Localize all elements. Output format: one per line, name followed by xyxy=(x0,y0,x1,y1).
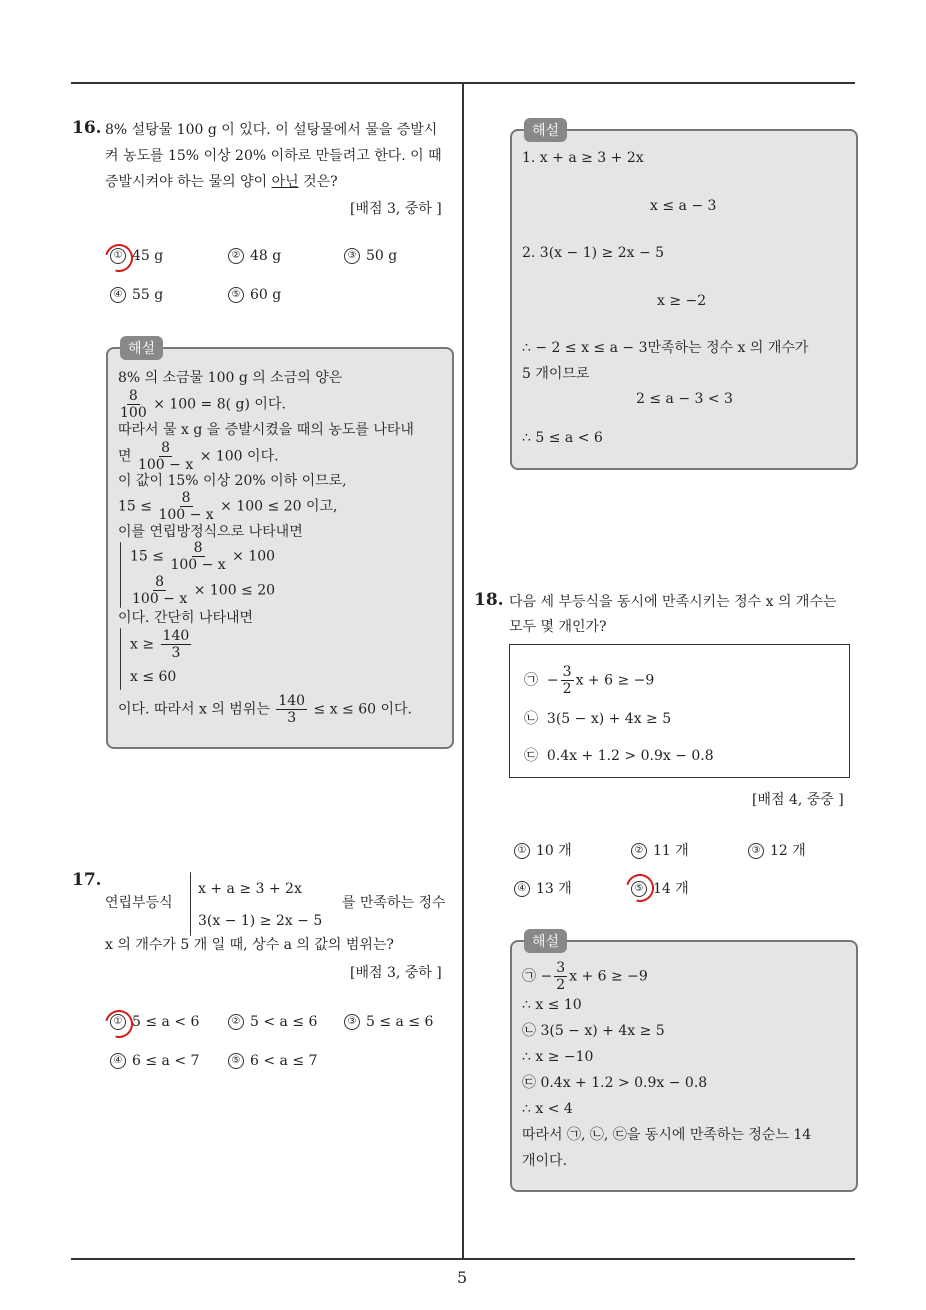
solution-line: 5 개이므로 xyxy=(522,366,590,382)
denominator: 3 xyxy=(171,645,181,661)
solution-text: × 100 ≤ 20 이고, xyxy=(220,498,338,515)
question-text: x 의 개수가 5 개 일 때, 상수 a 의 값의 범위는? xyxy=(105,937,394,953)
system-brace xyxy=(120,542,121,608)
denominator: 100 − x xyxy=(137,457,194,473)
condition-text: x + 6 ≥ −9 xyxy=(575,672,655,689)
question-text: 8% 설탕물 100 g 이 있다. 이 설탕물에서 물을 증발시 xyxy=(105,122,438,138)
solution-line: 따라서 ㉠, ㉡, ㉢을 동시에 만족하는 정순느 14 xyxy=(522,1127,812,1143)
denominator: 100 xyxy=(120,405,147,421)
choice-label: 48 g xyxy=(250,248,282,264)
solution-text: × 100 xyxy=(232,548,276,565)
solution-line: ∴ x ≤ 10 xyxy=(522,997,582,1013)
fraction xyxy=(138,440,193,473)
choice-label: 13 개 xyxy=(536,881,572,897)
score-label: [배점 3, 중하 ] xyxy=(350,201,442,217)
numerator: 8 xyxy=(128,388,138,404)
solution-line: 2 ≤ a − 3 < 3 xyxy=(636,391,733,407)
question-text-part: 것은? xyxy=(298,174,338,190)
system-brace xyxy=(120,628,121,690)
answer-check-mark xyxy=(100,1005,138,1043)
choice-4[interactable] xyxy=(110,1053,199,1069)
choice-2[interactable] xyxy=(228,1014,317,1030)
solution-line xyxy=(118,490,337,523)
condition-line xyxy=(524,664,654,697)
fraction xyxy=(158,490,213,523)
condition-line xyxy=(524,709,671,729)
choice-1[interactable] xyxy=(514,840,572,860)
choice-mark: ④ xyxy=(110,1053,126,1069)
solution-line: x ≤ 60 xyxy=(130,669,177,685)
solution-text: x ≥ xyxy=(130,636,155,653)
choice-mark: ② xyxy=(228,1014,244,1030)
numerator: 8 xyxy=(193,540,203,556)
choice-mark: ① xyxy=(110,248,126,264)
solution-text: 이다. 따라서 x 의 범위는 xyxy=(118,701,270,718)
question-text: 모두 몇 개인가? xyxy=(509,619,607,635)
solution-line: x ≤ a − 3 xyxy=(650,198,717,214)
solution-line: x ≥ −2 xyxy=(657,293,707,309)
fraction xyxy=(120,388,147,421)
numerator: 140 xyxy=(278,693,306,709)
choice-2[interactable] xyxy=(228,248,281,264)
numerator: 3 xyxy=(556,960,566,976)
system-line: x + a ≥ 3 + 2x xyxy=(198,881,302,897)
fraction xyxy=(161,628,192,661)
choice-4[interactable] xyxy=(514,878,572,898)
choice-mark: ① xyxy=(514,843,530,859)
solution-tab: 해설 xyxy=(120,336,163,360)
solution-text: 면 xyxy=(118,448,132,465)
numerator: 8 xyxy=(181,490,191,506)
solution-tab: 해설 xyxy=(524,929,567,953)
fraction xyxy=(561,664,574,697)
answer-check-mark xyxy=(100,239,138,277)
choice-label: 50 g xyxy=(366,248,398,264)
choice-mark: ② xyxy=(631,843,647,859)
question-text: 다음 세 부등식을 동시에 만족시키는 정수 x 의 개수는 xyxy=(509,594,837,610)
solution-text: × 100 ≤ 20 xyxy=(193,582,276,599)
solution-text: 15 ≤ xyxy=(118,498,152,515)
choice-3[interactable] xyxy=(748,840,806,860)
choice-label: 12 개 xyxy=(770,843,806,859)
condition-text: 3(5 − x) + 4x ≥ 5 xyxy=(546,711,672,727)
solution-line: ㉢ 0.4x + 1.2 > 0.9x − 0.8 xyxy=(522,1075,708,1091)
underlined-word: 아닌 xyxy=(271,174,299,190)
numerator: 8 xyxy=(161,440,171,456)
choice-label: 55 g xyxy=(132,287,164,303)
choice-4[interactable] xyxy=(110,287,163,303)
denominator: 100 − x xyxy=(158,507,214,523)
denominator: 2 xyxy=(562,681,572,697)
condition-mark: ㉢ xyxy=(524,748,538,764)
question-text xyxy=(105,172,338,192)
question-text: 연립부등식 xyxy=(105,895,173,911)
choice-mark: ⑤ xyxy=(631,881,647,897)
solution-line xyxy=(130,540,275,573)
solution-text: ≤ x ≤ 60 이다. xyxy=(313,701,412,718)
choice-label: 5 ≤ a ≤ 6 xyxy=(366,1014,434,1030)
question-text-part: 증발시켜야 하는 물의 양이 xyxy=(105,174,272,190)
question-number: 18. xyxy=(474,590,504,610)
bottom-rule xyxy=(71,1258,855,1260)
fraction xyxy=(170,540,225,573)
solution-tab: 해설 xyxy=(524,118,567,142)
choice-label: 6 < a ≤ 7 xyxy=(250,1053,318,1069)
numerator: 3 xyxy=(562,664,572,680)
solution-text: × 100 = 8( g) 이다. xyxy=(153,396,286,413)
condition-mark: ㉠ xyxy=(524,672,538,689)
choice-label: 5 < a ≤ 6 xyxy=(250,1014,318,1030)
solution-line xyxy=(522,960,648,993)
choice-3[interactable] xyxy=(344,1014,433,1030)
solution-line xyxy=(118,388,286,421)
solution-line xyxy=(118,440,279,473)
choice-5[interactable] xyxy=(228,287,281,303)
choice-label: 45 g xyxy=(132,248,164,264)
numerator: 140 xyxy=(162,628,190,644)
system-brace xyxy=(190,872,191,936)
choice-label: 14 개 xyxy=(653,881,689,897)
solution-line: ∴ 5 ≤ a < 6 xyxy=(522,430,603,446)
solution-line: ∴ x ≥ −10 xyxy=(522,1049,594,1065)
choice-mark: ③ xyxy=(748,843,764,859)
choice-label: 11 개 xyxy=(653,843,689,859)
solution-line: ∴ − 2 ≤ x ≤ a − 3만족하는 정수 x 의 개수가 xyxy=(522,340,809,356)
solution-line: ㉡ 3(5 − x) + 4x ≥ 5 xyxy=(522,1023,665,1039)
choice-mark: ③ xyxy=(344,1014,360,1030)
solution-line: 이다. 간단히 나타내면 xyxy=(118,610,254,626)
choice-mark: ① xyxy=(110,1014,126,1030)
solution-line: 이 값이 15% 이상 20% 이하 이므로, xyxy=(118,473,347,489)
column-divider xyxy=(462,83,464,1258)
solution-line: ∴ x < 4 xyxy=(522,1101,573,1117)
solution-line xyxy=(130,574,275,607)
choice-3[interactable] xyxy=(344,248,397,264)
solution-line: 1. x + a ≥ 3 + 2x xyxy=(522,150,644,166)
solution-line xyxy=(118,693,412,726)
choice-mark: ② xyxy=(228,248,244,264)
choice-mark: ④ xyxy=(514,881,530,897)
choice-label: 10 개 xyxy=(536,843,572,859)
denominator: 100 − x xyxy=(132,591,188,607)
choice-5[interactable] xyxy=(228,1053,317,1069)
fraction xyxy=(132,574,187,607)
condition-text: 0.4x + 1.2 > 0.9x − 0.8 xyxy=(546,748,714,764)
solution-line: 2. 3(x − 1) ≥ 2x − 5 xyxy=(522,245,665,261)
denominator: 100 − x xyxy=(170,557,226,573)
system-line: 3(x − 1) ≥ 2x − 5 xyxy=(198,913,323,929)
solution-text: x + 6 ≥ −9 xyxy=(569,968,648,985)
choice-label: 5 ≤ a < 6 xyxy=(132,1014,200,1030)
solution-line: 8% 의 소금물 100 g 의 소금의 양은 xyxy=(118,370,343,386)
condition-mark: ㉡ xyxy=(524,711,538,727)
question-text: 를 만족하는 정수 xyxy=(342,895,446,911)
score-label: [배점 3, 중하 ] xyxy=(350,965,442,981)
score-label: [배점 4, 중중 ] xyxy=(752,792,844,808)
solution-line xyxy=(130,628,193,661)
solution-line: 개이다. xyxy=(522,1153,568,1169)
question-text: 켜 농도를 15% 이상 20% 이하로 만들려고 한다. 이 때 xyxy=(105,148,442,164)
question-number: 16. xyxy=(72,118,102,138)
choice-mark: ④ xyxy=(110,287,126,303)
answer-check-mark xyxy=(621,869,659,907)
choice-mark: ⑤ xyxy=(228,287,244,303)
numerator: 8 xyxy=(155,574,165,590)
page-number: 5 xyxy=(457,1268,468,1287)
choice-label: 6 ≤ a < 7 xyxy=(132,1053,200,1069)
fraction xyxy=(276,693,307,726)
denominator: 3 xyxy=(287,710,297,726)
solution-text: × 100 이다. xyxy=(199,448,279,465)
solution-text: 15 ≤ xyxy=(130,548,164,565)
choice-mark: ⑤ xyxy=(228,1053,244,1069)
solution-line: 따라서 물 x g 을 증발시켰을 때의 농도를 나타내 xyxy=(118,422,414,438)
choice-mark: ③ xyxy=(344,248,360,264)
condition-text: − xyxy=(546,672,559,689)
fraction xyxy=(554,960,567,993)
solution-text: ㉠ − xyxy=(522,968,553,985)
choice-2[interactable] xyxy=(631,840,689,860)
choice-label: 60 g xyxy=(250,287,282,303)
solution-line: 이를 연립방정식으로 나타내면 xyxy=(118,524,303,540)
condition-line xyxy=(524,746,714,766)
question-number: 17. xyxy=(72,870,102,890)
denominator: 2 xyxy=(556,977,566,993)
